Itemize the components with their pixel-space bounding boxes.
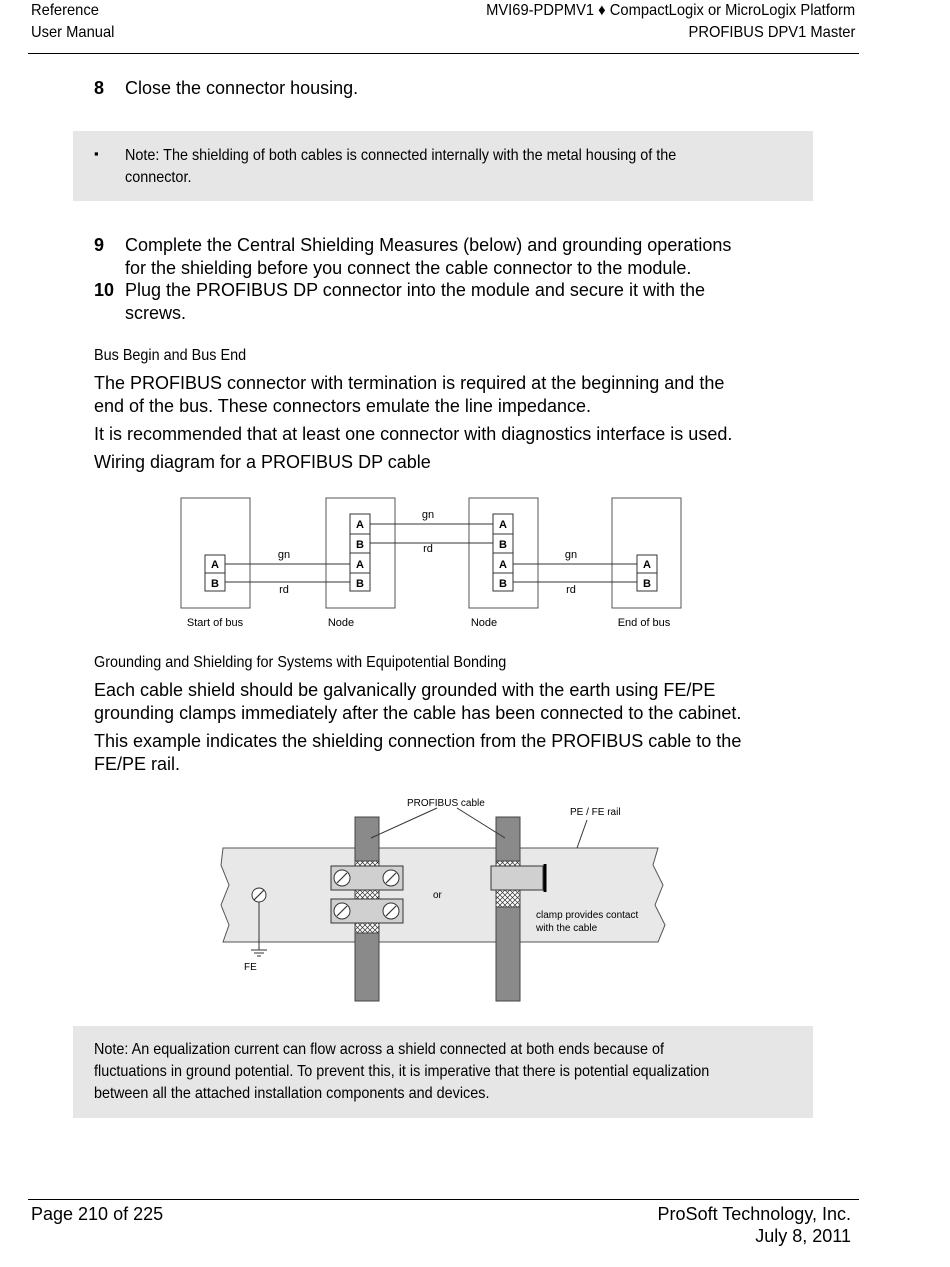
- wire-gn-middle: gn: [421, 509, 435, 521]
- section-2-para1-line1: Each cable shield should be galvanically grounded with the earth using FE/PE: [94, 680, 716, 700]
- section-1-para1-line1: The PROFIBUS connector with termination is required at the beginning and the: [94, 373, 725, 393]
- wire-rd-left: rd: [279, 584, 289, 596]
- step-10-line1: Plug the PROFIBUS DP connector into the module and secure it with the: [125, 280, 705, 300]
- note-box-equalization: [73, 1026, 813, 1118]
- note-bullet: ▪: [94, 146, 99, 161]
- wiring-diagram: [170, 492, 690, 634]
- wire-gn-left: gn: [277, 549, 291, 561]
- label-node-2: Node: [470, 617, 498, 629]
- pin-b-node2-bottom: B: [499, 578, 507, 590]
- pin-b-node1-bottom: B: [356, 578, 364, 590]
- label-start-of-bus: Start of bus: [186, 617, 244, 629]
- note-1-line1: [125, 145, 676, 167]
- note-1-label: Note:: [125, 147, 160, 164]
- note-2-line2: fluctuations in ground potential. To prevent this, it is imperative that there is potential equalization: [94, 1063, 710, 1080]
- header-right-line2: PROFIBUS DPV1 Master: [688, 24, 855, 41]
- note-2-line3: between all the attached installation components and devices.: [94, 1085, 490, 1102]
- header-left-line1: Reference: [31, 2, 99, 19]
- pin-b-end: B: [643, 578, 651, 590]
- footer-rule: [28, 1199, 859, 1200]
- step-9-line2: for the shielding before you connect the cable connector to the module.: [125, 258, 692, 278]
- label-profibus-cable: PROFIBUS cable: [407, 798, 485, 809]
- note-box-shielding: [73, 131, 813, 201]
- section-1-para1-line2: end of the bus. These connectors emulate the line impedance.: [94, 396, 591, 416]
- label-node-1: Node: [327, 617, 355, 629]
- note-2-label: Note:: [94, 1041, 129, 1058]
- note-2-line1: [94, 1039, 664, 1061]
- note-2-text1: An equalization current can flow across a shield connected at both ends because of: [131, 1041, 664, 1058]
- section-2-para2-line1: This example indicates the shielding connection from the PROFIBUS cable to the: [94, 731, 742, 751]
- section-1-para2: It is recommended that at least one connector with diagnostics interface is used.: [94, 424, 733, 444]
- footer-company: ProSoft Technology, Inc.: [657, 1204, 851, 1224]
- section-2-para2-line2: FE/PE rail.: [94, 754, 181, 774]
- pin-b-node2-top: B: [499, 539, 507, 551]
- step-9-line1: Complete the Central Shielding Measures (below) and grounding operations: [125, 235, 732, 255]
- section-heading-grounding: Grounding and Shielding for Systems with Equipotential Bonding: [94, 654, 507, 671]
- step-10-line2: screws.: [125, 303, 187, 323]
- label-pe-fe-rail: PE / FE rail: [570, 807, 621, 818]
- label-fe: FE: [244, 962, 257, 973]
- header-rule: [28, 53, 859, 54]
- step-9-number: 9: [94, 235, 105, 255]
- step-8-text: Close the connector housing.: [125, 78, 359, 98]
- step-8-number: 8: [94, 78, 105, 98]
- clamp-single: [491, 866, 543, 890]
- pin-a-node1-bottom: A: [356, 559, 364, 571]
- pin-a-node2-top: A: [499, 519, 507, 531]
- note-1-line2: connector.: [125, 169, 192, 186]
- pin-a-node2-bottom: A: [499, 559, 507, 571]
- pe-fe-rail: [221, 848, 665, 942]
- footer-page-number: Page 210 of 225: [31, 1204, 164, 1224]
- label-end-of-bus: End of bus: [617, 617, 671, 629]
- header-right-line1: MVI69-PDPMV1 ♦ CompactLogix or MicroLogix Platform: [485, 2, 855, 19]
- step-10-number: 10: [94, 280, 115, 300]
- pin-b-start: B: [211, 578, 219, 590]
- shielding-diagram: [215, 790, 675, 1005]
- pin-a-end: A: [643, 559, 651, 571]
- section-heading-bus-begin-end: Bus Begin and Bus End: [94, 347, 247, 364]
- label-or: or: [433, 890, 442, 901]
- cable-1-bottom: [355, 933, 379, 1001]
- pin-a-node1-top: A: [356, 519, 364, 531]
- section-2-para1-line2: grounding clamps immediately after the cable has been connected to the cabinet.: [94, 703, 742, 723]
- cable-2-bottom: [496, 907, 520, 1001]
- note-1-text1: The shielding of both cables is connected internally with the metal housing of the: [163, 147, 677, 164]
- label-clamp-line2: with the cable: [536, 923, 598, 934]
- wire-gn-right: gn: [564, 549, 578, 561]
- pin-a-start: A: [211, 559, 219, 571]
- wire-rd-right: rd: [566, 584, 576, 596]
- cable-2-top: [496, 817, 520, 861]
- section-1-para3: Wiring diagram for a PROFIBUS DP cable: [94, 452, 431, 472]
- pin-b-node1-top: B: [356, 539, 364, 551]
- header-left-line2: User Manual: [31, 24, 115, 41]
- footer-date: July 8, 2011: [755, 1226, 851, 1246]
- wire-rd-middle: rd: [423, 543, 433, 555]
- cable-1-top: [355, 817, 379, 861]
- label-clamp-line1: clamp provides contact: [536, 910, 639, 921]
